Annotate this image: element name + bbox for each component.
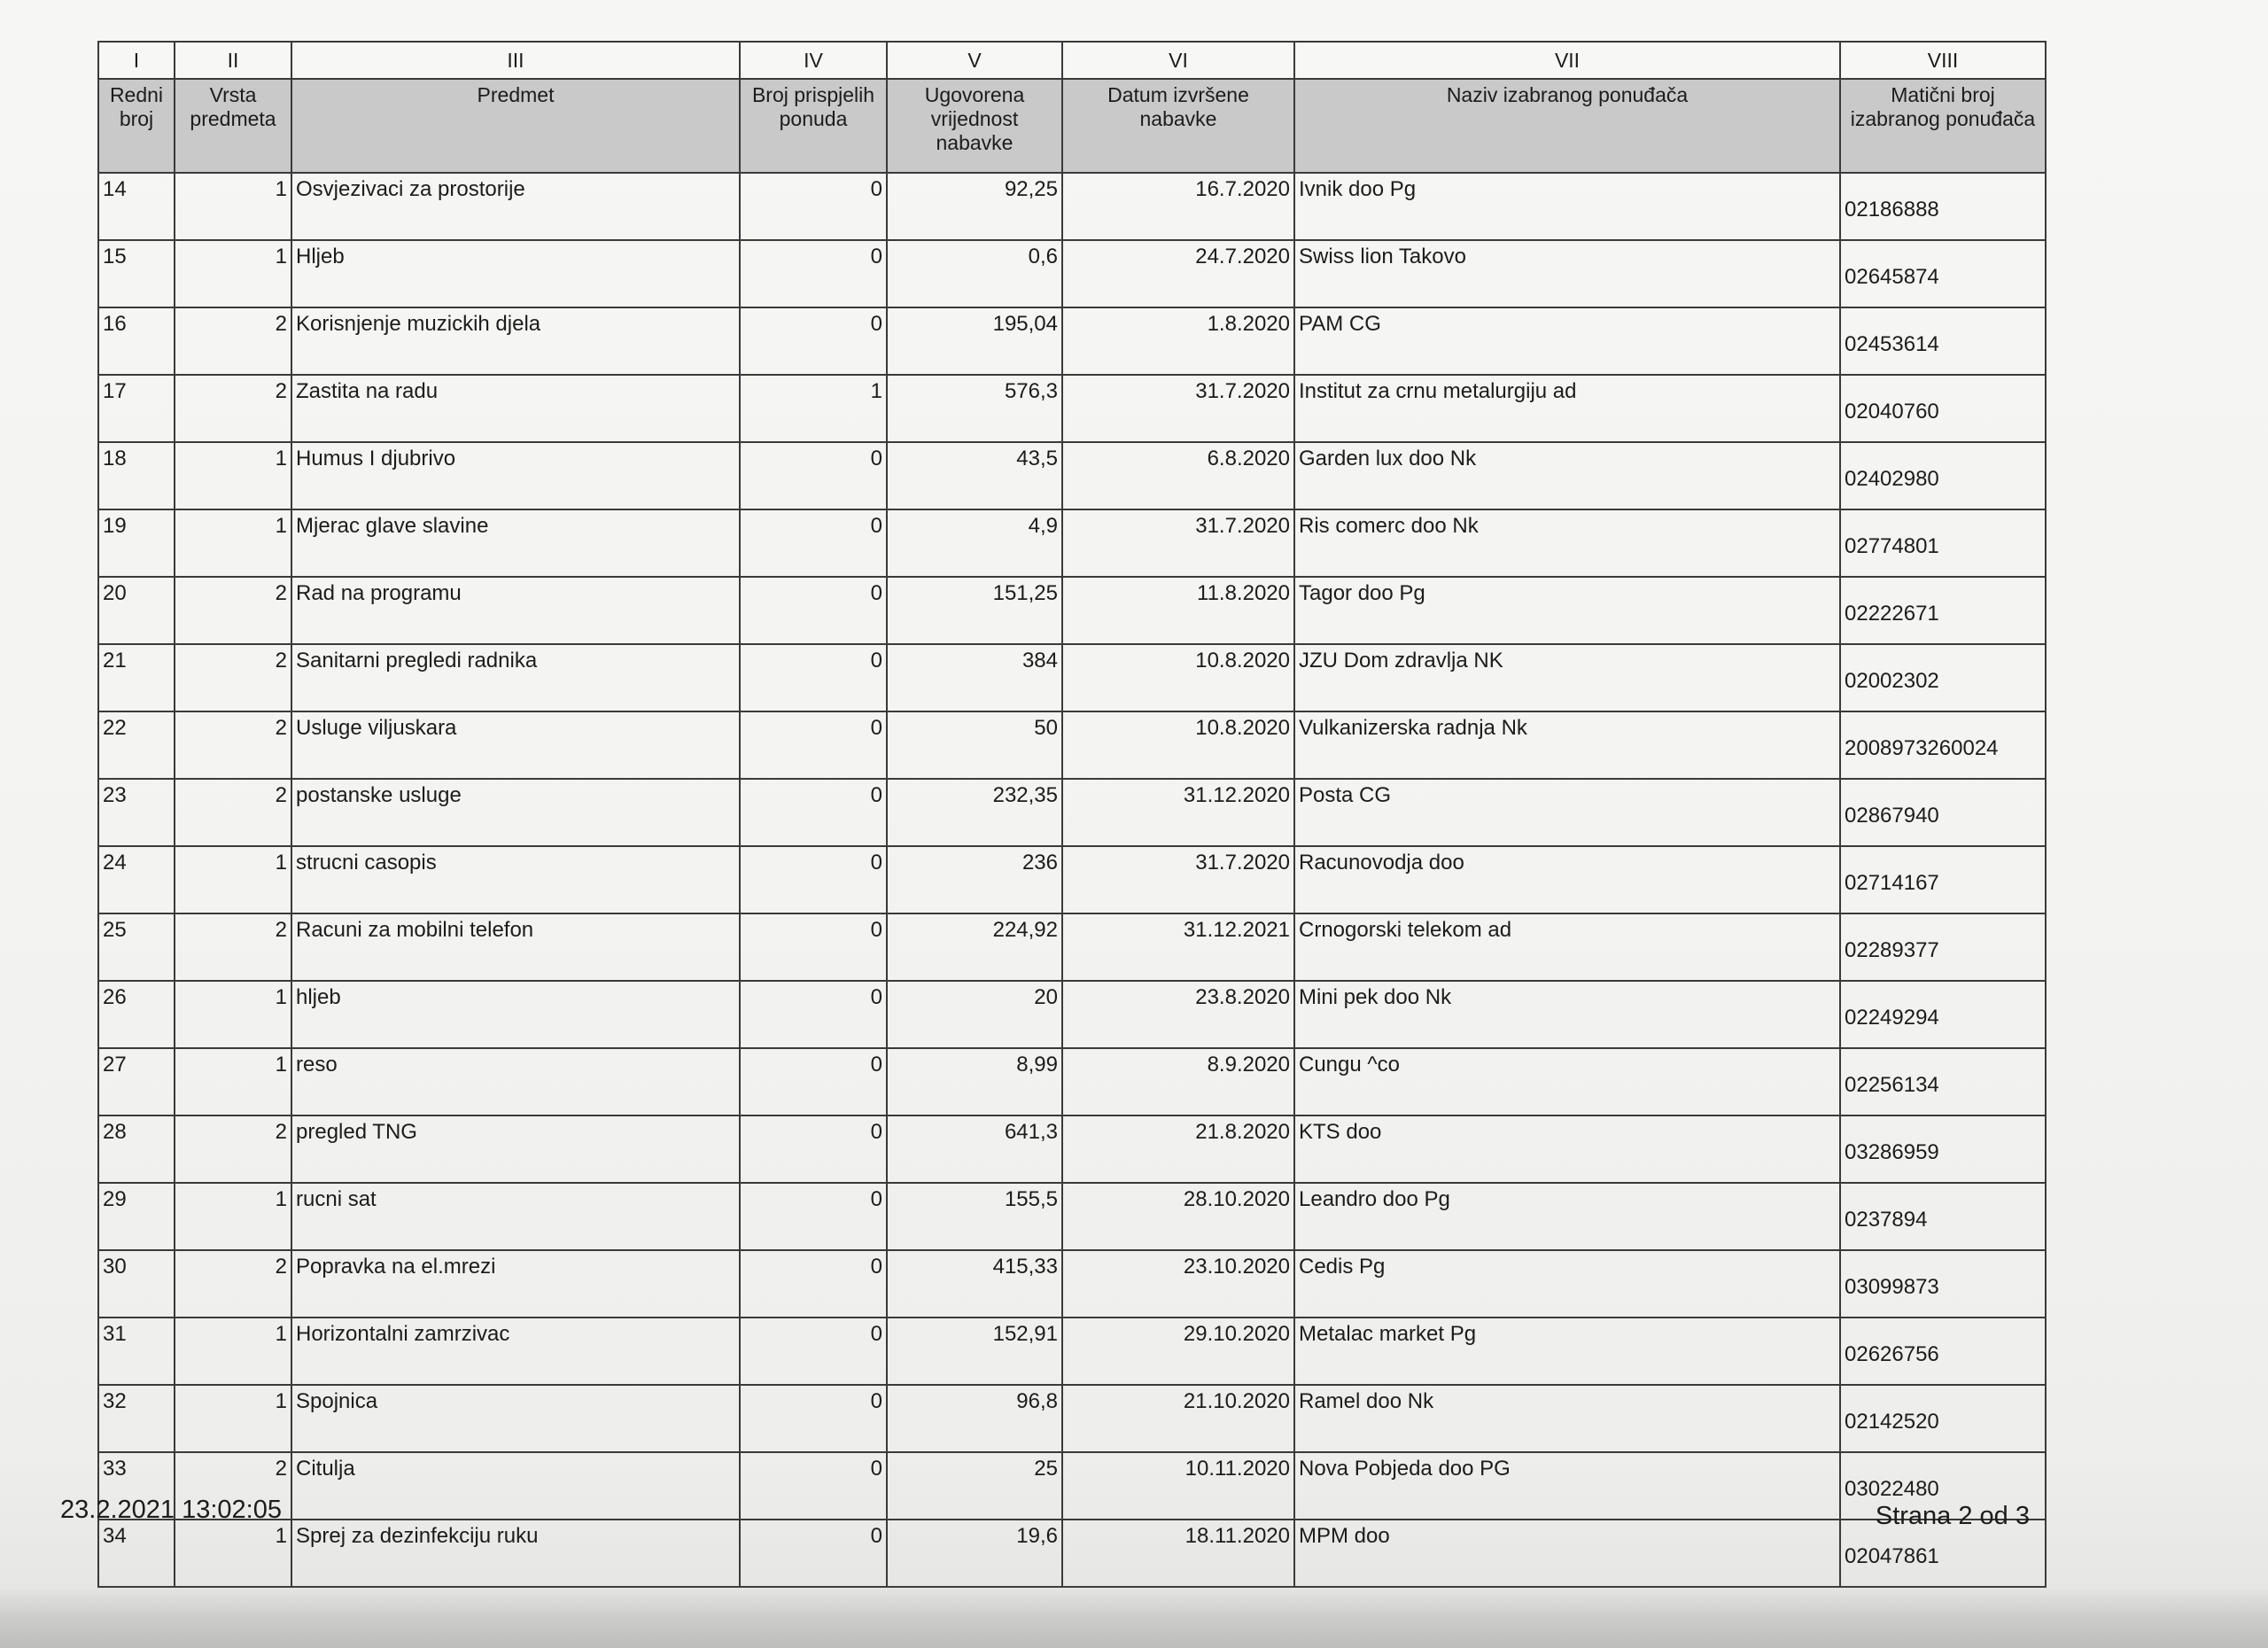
redni-broj-cell: 19 <box>98 509 175 577</box>
column-numeral: VI <box>1062 42 1294 79</box>
predmet-cell: Racuni za mobilni telefon <box>291 913 740 981</box>
broj-ponuda-cell: 0 <box>740 240 887 307</box>
redni-broj-cell: 16 <box>98 307 175 375</box>
table-row <box>98 442 2046 509</box>
vrsta-predmeta-cell: 2 <box>175 1452 291 1520</box>
print-timestamp: 23.2.2021 13:02:05 <box>60 1496 282 1524</box>
maticni-broj-cell: 02626756 <box>1840 1318 2046 1385</box>
broj-ponuda-cell: 0 <box>740 173 887 240</box>
maticni-broj-cell: 2008973260024 <box>1840 711 2046 779</box>
maticni-broj-cell: 02867940 <box>1840 779 2046 846</box>
datum-cell: 6.8.2020 <box>1062 442 1294 509</box>
vrijednost-cell: 50 <box>887 711 1062 779</box>
predmet-cell: reso <box>291 1048 740 1116</box>
predmet-cell: Osvjezivaci za prostorije <box>291 173 740 240</box>
maticni-broj-cell: 02040760 <box>1840 375 2046 442</box>
predmet-cell: rucni sat <box>291 1183 740 1250</box>
broj-ponuda-cell: 0 <box>740 1250 887 1318</box>
predmet-cell: Hljeb <box>291 240 740 307</box>
redni-broj-cell: 30 <box>98 1250 175 1318</box>
datum-cell: 11.8.2020 <box>1062 577 1294 644</box>
vrijednost-cell: 224,92 <box>887 913 1062 981</box>
column-header: Matični broj izabranog ponuđača <box>1840 79 2046 173</box>
datum-cell: 8.9.2020 <box>1062 1048 1294 1116</box>
maticni-broj-cell: 02714167 <box>1840 846 2046 913</box>
broj-ponuda-cell: 0 <box>740 1318 887 1385</box>
table-row <box>98 1520 2046 1587</box>
ponudjac-cell: KTS doo <box>1294 1116 1840 1183</box>
column-numeral: I <box>98 42 175 79</box>
vrijednost-cell: 641,3 <box>887 1116 1062 1183</box>
redni-broj-cell: 21 <box>98 644 175 711</box>
broj-ponuda-cell: 0 <box>740 779 887 846</box>
table-row <box>98 173 2046 240</box>
vrijednost-cell: 96,8 <box>887 1385 1062 1452</box>
ponudjac-cell: JZU Dom zdravlja NK <box>1294 644 1840 711</box>
redni-broj-cell: 14 <box>98 173 175 240</box>
vrijednost-cell: 152,91 <box>887 1318 1062 1385</box>
broj-ponuda-cell: 1 <box>740 375 887 442</box>
predmet-cell: hljeb <box>291 981 740 1048</box>
maticni-broj-cell: 02402980 <box>1840 442 2046 509</box>
vrsta-predmeta-cell: 1 <box>175 1385 291 1452</box>
broj-ponuda-cell: 0 <box>740 1183 887 1250</box>
maticni-broj-cell: 03286959 <box>1840 1116 2046 1183</box>
predmet-cell: Rad na programu <box>291 577 740 644</box>
redni-broj-cell: 20 <box>98 577 175 644</box>
procurement-table <box>97 41 2047 1588</box>
redni-broj-cell: 31 <box>98 1318 175 1385</box>
datum-cell: 16.7.2020 <box>1062 173 1294 240</box>
vrijednost-cell: 0,6 <box>887 240 1062 307</box>
datum-cell: 31.12.2021 <box>1062 913 1294 981</box>
ponudjac-cell: Cungu ^co <box>1294 1048 1840 1116</box>
maticni-broj-cell: 02186888 <box>1840 173 2046 240</box>
predmet-cell: Sprej za dezinfekciju ruku <box>291 1520 740 1587</box>
broj-ponuda-cell: 0 <box>740 307 887 375</box>
predmet-cell: strucni casopis <box>291 846 740 913</box>
ponudjac-cell: Swiss lion Takovo <box>1294 240 1840 307</box>
maticni-broj-cell: 03099873 <box>1840 1250 2046 1318</box>
predmet-cell: Humus I djubrivo <box>291 442 740 509</box>
datum-cell: 31.7.2020 <box>1062 509 1294 577</box>
vrsta-predmeta-cell: 2 <box>175 711 291 779</box>
redni-broj-cell: 22 <box>98 711 175 779</box>
vrsta-predmeta-cell: 1 <box>175 1048 291 1116</box>
ponudjac-cell: Tagor doo Pg <box>1294 577 1840 644</box>
vrijednost-cell: 20 <box>887 981 1062 1048</box>
datum-cell: 21.8.2020 <box>1062 1116 1294 1183</box>
broj-ponuda-cell: 0 <box>740 913 887 981</box>
predmet-cell: Usluge viljuskara <box>291 711 740 779</box>
column-numeral: II <box>175 42 291 79</box>
column-numeral: III <box>291 42 740 79</box>
table-row <box>98 509 2046 577</box>
vrsta-predmeta-cell: 2 <box>175 577 291 644</box>
vrsta-predmeta-cell: 1 <box>175 509 291 577</box>
broj-ponuda-cell: 0 <box>740 509 887 577</box>
vrsta-predmeta-cell: 1 <box>175 846 291 913</box>
redni-broj-cell: 28 <box>98 1116 175 1183</box>
redni-broj-cell: 18 <box>98 442 175 509</box>
redni-broj-cell: 32 <box>98 1385 175 1452</box>
vrijednost-cell: 415,33 <box>887 1250 1062 1318</box>
datum-cell: 31.7.2020 <box>1062 846 1294 913</box>
maticni-broj-cell: 0237894 <box>1840 1183 2046 1250</box>
redni-broj-cell: 24 <box>98 846 175 913</box>
ponudjac-cell: PAM CG <box>1294 307 1840 375</box>
column-numeral: VII <box>1294 42 1840 79</box>
vrijednost-cell: 195,04 <box>887 307 1062 375</box>
table-row <box>98 779 2046 846</box>
vrijednost-cell: 232,35 <box>887 779 1062 846</box>
table-row <box>98 913 2046 981</box>
broj-ponuda-cell: 0 <box>740 1116 887 1183</box>
broj-ponuda-cell: 0 <box>740 846 887 913</box>
column-header: Vrsta predmeta <box>175 79 291 173</box>
column-header: Predmet <box>291 79 740 173</box>
maticni-broj-cell: 02249294 <box>1840 981 2046 1048</box>
maticni-broj-cell: 02453614 <box>1840 307 2046 375</box>
ponudjac-cell: Leandro doo Pg <box>1294 1183 1840 1250</box>
predmet-cell: Horizontalni zamrzivac <box>291 1318 740 1385</box>
redni-broj-cell: 33 <box>98 1452 175 1520</box>
datum-cell: 28.10.2020 <box>1062 1183 1294 1250</box>
column-numeral: VIII <box>1840 42 2046 79</box>
ponudjac-cell: Ramel doo Nk <box>1294 1385 1840 1452</box>
datum-cell: 10.8.2020 <box>1062 644 1294 711</box>
ponudjac-cell: Garden lux doo Nk <box>1294 442 1840 509</box>
maticni-broj-cell: 02645874 <box>1840 240 2046 307</box>
vrsta-predmeta-cell: 2 <box>175 1250 291 1318</box>
vrsta-predmeta-cell: 1 <box>175 1520 291 1587</box>
ponudjac-cell: Crnogorski telekom ad <box>1294 913 1840 981</box>
table-row <box>98 981 2046 1048</box>
column-header: Datum izvršene nabavke <box>1062 79 1294 173</box>
redni-broj-cell: 25 <box>98 913 175 981</box>
vrijednost-cell: 236 <box>887 846 1062 913</box>
broj-ponuda-cell: 0 <box>740 644 887 711</box>
predmet-cell: Spojnica <box>291 1385 740 1452</box>
vrijednost-cell: 8,99 <box>887 1048 1062 1116</box>
vrsta-predmeta-cell: 1 <box>175 442 291 509</box>
datum-cell: 23.8.2020 <box>1062 981 1294 1048</box>
maticni-broj-cell: 02774801 <box>1840 509 2046 577</box>
table-row <box>98 644 2046 711</box>
broj-ponuda-cell: 0 <box>740 1452 887 1520</box>
table-row <box>98 1385 2046 1452</box>
broj-ponuda-cell: 0 <box>740 442 887 509</box>
scan-edge-shadow <box>0 1586 2268 1648</box>
broj-ponuda-cell: 0 <box>740 711 887 779</box>
table-row <box>98 240 2046 307</box>
broj-ponuda-cell: 0 <box>740 577 887 644</box>
vrsta-predmeta-cell: 2 <box>175 1116 291 1183</box>
predmet-cell: Citulja <box>291 1452 740 1520</box>
column-header: Broj prispjelih ponuda <box>740 79 887 173</box>
ponudjac-cell: Ris comerc doo Nk <box>1294 509 1840 577</box>
maticni-broj-cell: 03022480 <box>1840 1452 2046 1520</box>
vrsta-predmeta-cell: 2 <box>175 913 291 981</box>
predmet-cell: Mjerac glave slavine <box>291 509 740 577</box>
ponudjac-cell: Institut za crnu metalurgiju ad <box>1294 375 1840 442</box>
datum-cell: 1.8.2020 <box>1062 307 1294 375</box>
ponudjac-cell: Mini pek doo Nk <box>1294 981 1840 1048</box>
ponudjac-cell: Cedis Pg <box>1294 1250 1840 1318</box>
predmet-cell: Popravka na el.mrezi <box>291 1250 740 1318</box>
table-row <box>98 1318 2046 1385</box>
broj-ponuda-cell: 0 <box>740 981 887 1048</box>
datum-cell: 29.10.2020 <box>1062 1318 1294 1385</box>
table-row <box>98 375 2046 442</box>
broj-ponuda-cell: 0 <box>740 1048 887 1116</box>
vrsta-predmeta-cell: 2 <box>175 779 291 846</box>
vrijednost-cell: 19,6 <box>887 1520 1062 1587</box>
table-row <box>98 1183 2046 1250</box>
column-header-row <box>98 79 2046 173</box>
column-numeral: V <box>887 42 1062 79</box>
vrijednost-cell: 4,9 <box>887 509 1062 577</box>
column-header: Ugovorena vrijednost nabavke <box>887 79 1062 173</box>
ponudjac-cell: MPM doo <box>1294 1520 1840 1587</box>
maticni-broj-cell: 02222671 <box>1840 577 2046 644</box>
table-body <box>98 173 2046 1587</box>
column-numeral: IV <box>740 42 887 79</box>
vrijednost-cell: 43,5 <box>887 442 1062 509</box>
broj-ponuda-cell: 0 <box>740 1520 887 1587</box>
column-header: Redni broj <box>98 79 175 173</box>
vrsta-predmeta-cell: 2 <box>175 644 291 711</box>
vrijednost-cell: 25 <box>887 1452 1062 1520</box>
datum-cell: 21.10.2020 <box>1062 1385 1294 1452</box>
column-header: Naziv izabranog ponuđača <box>1294 79 1840 173</box>
broj-ponuda-cell: 0 <box>740 1385 887 1452</box>
vrijednost-cell: 151,25 <box>887 577 1062 644</box>
datum-cell: 23.10.2020 <box>1062 1250 1294 1318</box>
table-row <box>98 577 2046 644</box>
vrsta-predmeta-cell: 1 <box>175 1183 291 1250</box>
datum-cell: 24.7.2020 <box>1062 240 1294 307</box>
vrijednost-cell: 576,3 <box>887 375 1062 442</box>
vrijednost-cell: 155,5 <box>887 1183 1062 1250</box>
table-row <box>98 711 2046 779</box>
vrijednost-cell: 384 <box>887 644 1062 711</box>
maticni-broj-cell: 02002302 <box>1840 644 2046 711</box>
vrsta-predmeta-cell: 1 <box>175 173 291 240</box>
table-row <box>98 1116 2046 1183</box>
ponudjac-cell: Racunovodja doo <box>1294 846 1840 913</box>
redni-broj-cell: 26 <box>98 981 175 1048</box>
redni-broj-cell: 17 <box>98 375 175 442</box>
predmet-cell: Sanitarni pregledi radnika <box>291 644 740 711</box>
table-row <box>98 846 2046 913</box>
ponudjac-cell: Metalac market Pg <box>1294 1318 1840 1385</box>
datum-cell: 10.8.2020 <box>1062 711 1294 779</box>
maticni-broj-cell: 02256134 <box>1840 1048 2046 1116</box>
datum-cell: 10.11.2020 <box>1062 1452 1294 1520</box>
maticni-broj-cell: 02047861 <box>1840 1520 2046 1587</box>
ponudjac-cell: Vulkanizerska radnja Nk <box>1294 711 1840 779</box>
datum-cell: 18.11.2020 <box>1062 1520 1294 1587</box>
vrsta-predmeta-cell: 2 <box>175 375 291 442</box>
predmet-cell: postanske usluge <box>291 779 740 846</box>
table-row <box>98 1048 2046 1116</box>
redni-broj-cell: 29 <box>98 1183 175 1250</box>
vrsta-predmeta-cell: 1 <box>175 240 291 307</box>
table-row <box>98 1250 2046 1318</box>
vrijednost-cell: 92,25 <box>887 173 1062 240</box>
table-row <box>98 1452 2046 1520</box>
vrsta-predmeta-cell: 2 <box>175 307 291 375</box>
datum-cell: 31.7.2020 <box>1062 375 1294 442</box>
page-number: Strana 2 od 3 <box>1875 1502 2030 1530</box>
predmet-cell: pregled TNG <box>291 1116 740 1183</box>
redni-broj-cell: 27 <box>98 1048 175 1116</box>
ponudjac-cell: Posta CG <box>1294 779 1840 846</box>
redni-broj-cell: 34 <box>98 1520 175 1587</box>
maticni-broj-cell: 02142520 <box>1840 1385 2046 1452</box>
predmet-cell: Korisnjenje muzickih djela <box>291 307 740 375</box>
vrsta-predmeta-cell: 1 <box>175 981 291 1048</box>
vrsta-predmeta-cell: 1 <box>175 1318 291 1385</box>
ponudjac-cell: Nova Pobjeda doo PG <box>1294 1452 1840 1520</box>
predmet-cell: Zastita na radu <box>291 375 740 442</box>
maticni-broj-cell: 02289377 <box>1840 913 2046 981</box>
column-numeral-row <box>98 42 2046 79</box>
ponudjac-cell: Ivnik doo Pg <box>1294 173 1840 240</box>
redni-broj-cell: 15 <box>98 240 175 307</box>
redni-broj-cell: 23 <box>98 779 175 846</box>
datum-cell: 31.12.2020 <box>1062 779 1294 846</box>
table-row <box>98 307 2046 375</box>
